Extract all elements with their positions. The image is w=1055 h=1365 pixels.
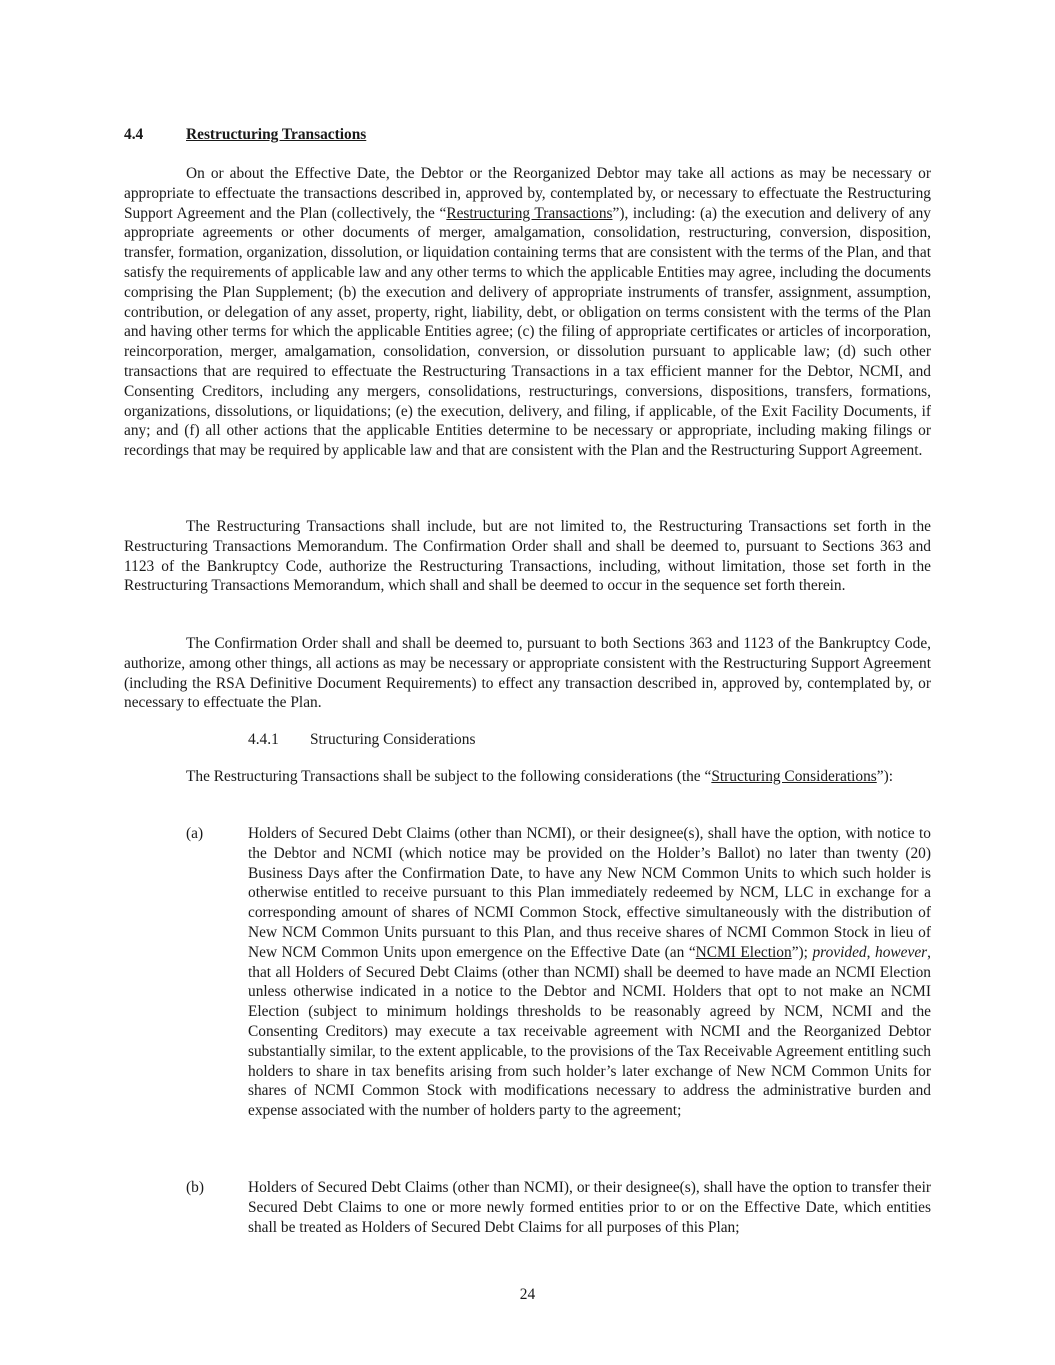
italic-provided: provided [812,943,867,961]
paragraph-confirmation-order: The Confirmation Order shall and shall be deemed to, pursuant to both Sections 363 and 1123 of the Bankruptcy Code, authorize, among other things, all actions as may be necessary or appropriate consistent with the Restructuring Support Agreement (including the RSA Definitive Document Requirements) to effect any transaction described in, approved by, contemplated by, or necessary to effectuate the Plan. [124,635,931,712]
subsection-title: Structuring Considerations [310,731,476,748]
paragraph-text: On or about the Effective Date, the Debtor or the Reorganized Debtor may take all actions as may be necessary or appropriate to effectuate the transactions described in, approved by, contemplated by, or necessary to effectuate the Restructuring Support Agreement and the Plan (collectively, the “ [124,165,931,222]
section-number: 4.4 [124,126,144,143]
section-heading [124,125,366,145]
item-text: ”); [791,943,813,961]
list-item-text: Holders of Secured Debt Claims (other than NCMI), or their designee(s), shall have the option to transfer their Secured Debt Claims to one or more newly formed entities prior to or on the Effective Date, which entities shall be treated as Holders of Secured Debt Claims for all purposes of this Plan; [248,1179,931,1236]
section-title: Restructuring Transactions [186,126,367,143]
paragraph-text: ”), including: (a) the execution and delivery of any appropriate agreements or other documents of merger, amalgamation, consolidation, restructuring, conversion, disposition, transfer, formation, organization, dissolution, or liquidation containing terms that are consistent with the terms of the Plan, and that satisfy the requirements of applicable law and any other terms to which the applicable Entities may agree, including the documents comprising the Plan Supplement; (b) the execution and delivery of appropriate instruments of transfer, assignment, assumption, contribution, or delegation of any asset, property, right, liability, debt, or obligation on terms consistent with the terms of the Plan and having other terms for which the applicable Entities agree; (c) the filing of appropriate certificates or articles of incorporation, reincorporation, merger, amalgamation, consolidation, conversion, or dissolution pursuant to applicable law; (d) such other transactions that are required to effectuate the Restructuring Transactions in a tax efficient manner for the Debtor, NCMI, and Consenting Creditors, including any mergers, consolidations, restructurings, conversions, dispositions, transfers, formations, organizations, dissolutions, or liquidations; (e) the execution, delivery, and filing, if applicable, of the Exit Facility Documents, if any; and (f) all other actions that the applicable Entities determine to be necessary or appropriate, including making filings or recordings that may be required by applicable law and that are consistent with the Plan and the Restructuring Support Agreement. [124,204,931,460]
list-item-text [248,824,931,1121]
subsection-heading [248,730,475,750]
paragraph-restructuring-transactions [124,164,931,461]
list-item [186,1178,931,1237]
item-text: , [866,943,875,961]
defined-term-ncmi-election: NCMI Election [695,943,792,961]
paragraph-text: The Restructuring Transactions shall be subject to the following considerations (the “ [186,768,712,785]
paragraph-text: ”): [876,768,893,785]
paragraph-structuring-intro [124,767,931,787]
page-number: 24 [519,1286,536,1303]
item-text: Holders of Secured Debt Claims (other than NCMI), or their designee(s), shall have the option, with notice to the Debtor and NCMI (which notice may be provided on the Holder’s Ballot) no later than twenty (20) Business Days after the Confirmation Date, to have any New NCM Common Units to which such holder is otherwise entitled to receive pursuant to this Plan immediately redeemed by NCM, LLC in exchange for a corresponding amount of shares of NCMI Common Stock, effective simultaneously with the distribution of New NCM Common Units pursuant to this Plan, and thus receive shares of NCMI Common Stock in lieu of New NCM Common Units upon emergence on the Effective Date (an “ [248,825,931,961]
item-text: , that all Holders of Secured Debt Claims (other than NCMI) shall be deemed to have made an NCMI Election unless otherwise indicated in a notice to the Debtor and NCMI. Holders that opt to not make an NCMI Election (subject to minimum holdings thresholds to be reasonably agreed by NCM, NCMI and the Consenting Creditors) may execute a tax receivable agreement with NCMI and the Reorganized Debtor substantially similar, to the extent applicable, to the provisions of the Tax Receivable Agreement entitling such holders to share in tax benefits arising from such holder’s later exchange of New NCM Common Units for shares of NCMI Common Stock with modifications necessary to address the administrative burden and expense associated with the number of holders party to the agreement; [248,943,931,1120]
list-item-label: (b) [186,1179,204,1196]
defined-term-restructuring-transactions: Restructuring Transactions [446,204,613,222]
list-item [186,824,931,1121]
defined-term-structuring-considerations: Structuring Considerations [711,768,877,785]
paragraph-memorandum: The Restructuring Transactions shall include, but are not limited to, the Restructuring Transactions set forth in the Restructuring Transactions Memorandum. The Confirmation Order shall and shall be deemed to, pursuant to Sections 363 and 1123 of the Bankruptcy Code, authorize the Restructuring Transactions, including, without limitation, those set forth in the Restructuring Transactions Memorandum, which shall and shall be deemed to occur in the sequence set forth therein. [124,518,931,595]
subsection-number: 4.4.1 [248,731,279,748]
italic-however: however [875,943,928,961]
list-item-label: (a) [186,825,204,842]
